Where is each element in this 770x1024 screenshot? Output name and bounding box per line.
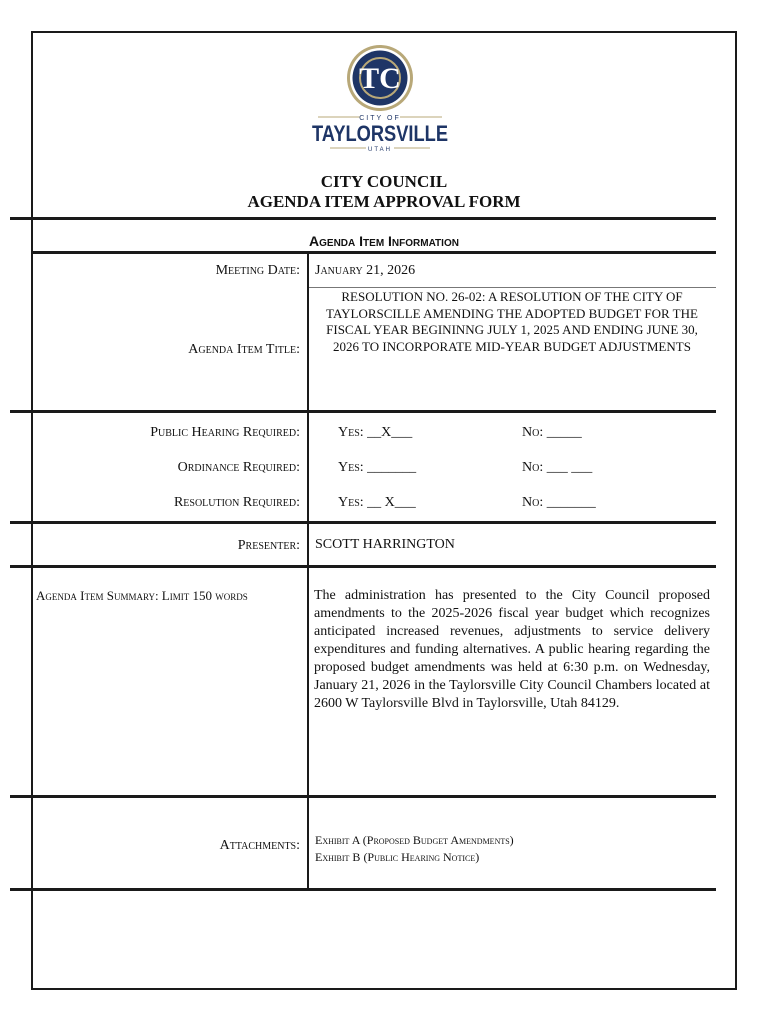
- presenter-value: SCOTT HARRINGTON: [315, 537, 455, 552]
- divider: [10, 565, 716, 568]
- ordinance-label: Ordinance Required:: [177, 460, 300, 475]
- summary-value: The administration has presented to the City Council proposed amendments to the 2025-2026 fiscal year budget which recognizes anticipated increased revenues, adjustments to service delivery expenditures and funding alternatives. A public hearing regarding the proposed budget amendments was held at 6:30 p.m. on Wednesday, January 21, 2026 in the Taylorsville City Council Chambers located at 2600 W Taylorsville Blvd in Taylorsville, Utah 84129.: [314, 588, 710, 711]
- logo-emblem: TC: [359, 62, 401, 95]
- attachment-item: Exhibit B (Public Hearing Notice): [315, 850, 480, 864]
- summary-label: Agenda Item Summary: Limit 150 words: [36, 588, 248, 603]
- public-hearing-label: Public Hearing Required:: [150, 425, 300, 440]
- agenda-item-title-label: Agenda Item Title:: [188, 342, 300, 357]
- divider: [10, 521, 716, 524]
- section-heading: Agenda Item Information: [309, 233, 459, 249]
- resolution-label: Resolution Required:: [173, 495, 300, 510]
- logo-state: UTAH: [368, 147, 392, 153]
- city-seal-logo: [300, 42, 460, 154]
- logo-city-name: TAYLORSVILLE: [312, 121, 448, 146]
- ordinance-no: No: ___ ___: [522, 460, 593, 475]
- divider: [10, 217, 716, 220]
- attachment-item: Exhibit A (Proposed Budget Amendments): [315, 833, 514, 847]
- presenter-label: Presenter:: [237, 538, 300, 553]
- meeting-date-value: January 21, 2026: [315, 263, 416, 278]
- logo-city-of: CITY OF: [359, 115, 401, 122]
- resolution-yes: Yes: __ X___: [338, 495, 416, 510]
- agenda-item-title-value: RESOLUTION NO. 26-02: A RESOLUTION OF THE CITY OF TAYLORSCILLE AMENDING THE ADOPTED BUDGET FOR THE FISCAL YEAR BEGININNG JULY 1, 2025 AND ENDING JUNE 30, 2026 TO INCORPORATE MID-YEAR BUDGET ADJUSTMENTS: [326, 289, 698, 354]
- meeting-date-label: Meeting Date:: [215, 263, 300, 278]
- divider: [309, 287, 716, 288]
- public-hearing-no: No: _____: [522, 425, 582, 440]
- public-hearing-yes: Yes: __X___: [338, 425, 413, 440]
- column-divider: [307, 253, 309, 890]
- attachments-label: Attachments:: [219, 838, 300, 853]
- form-title-line1: CITY COUNCIL: [320, 172, 448, 191]
- divider: [10, 795, 716, 798]
- resolution-no: No: _______: [522, 495, 596, 510]
- divider: [10, 888, 716, 891]
- ordinance-yes: Yes: _______: [338, 460, 417, 475]
- form-title-line2: AGENDA ITEM APPROVAL FORM: [247, 192, 521, 211]
- divider: [10, 410, 716, 413]
- divider: [31, 251, 716, 254]
